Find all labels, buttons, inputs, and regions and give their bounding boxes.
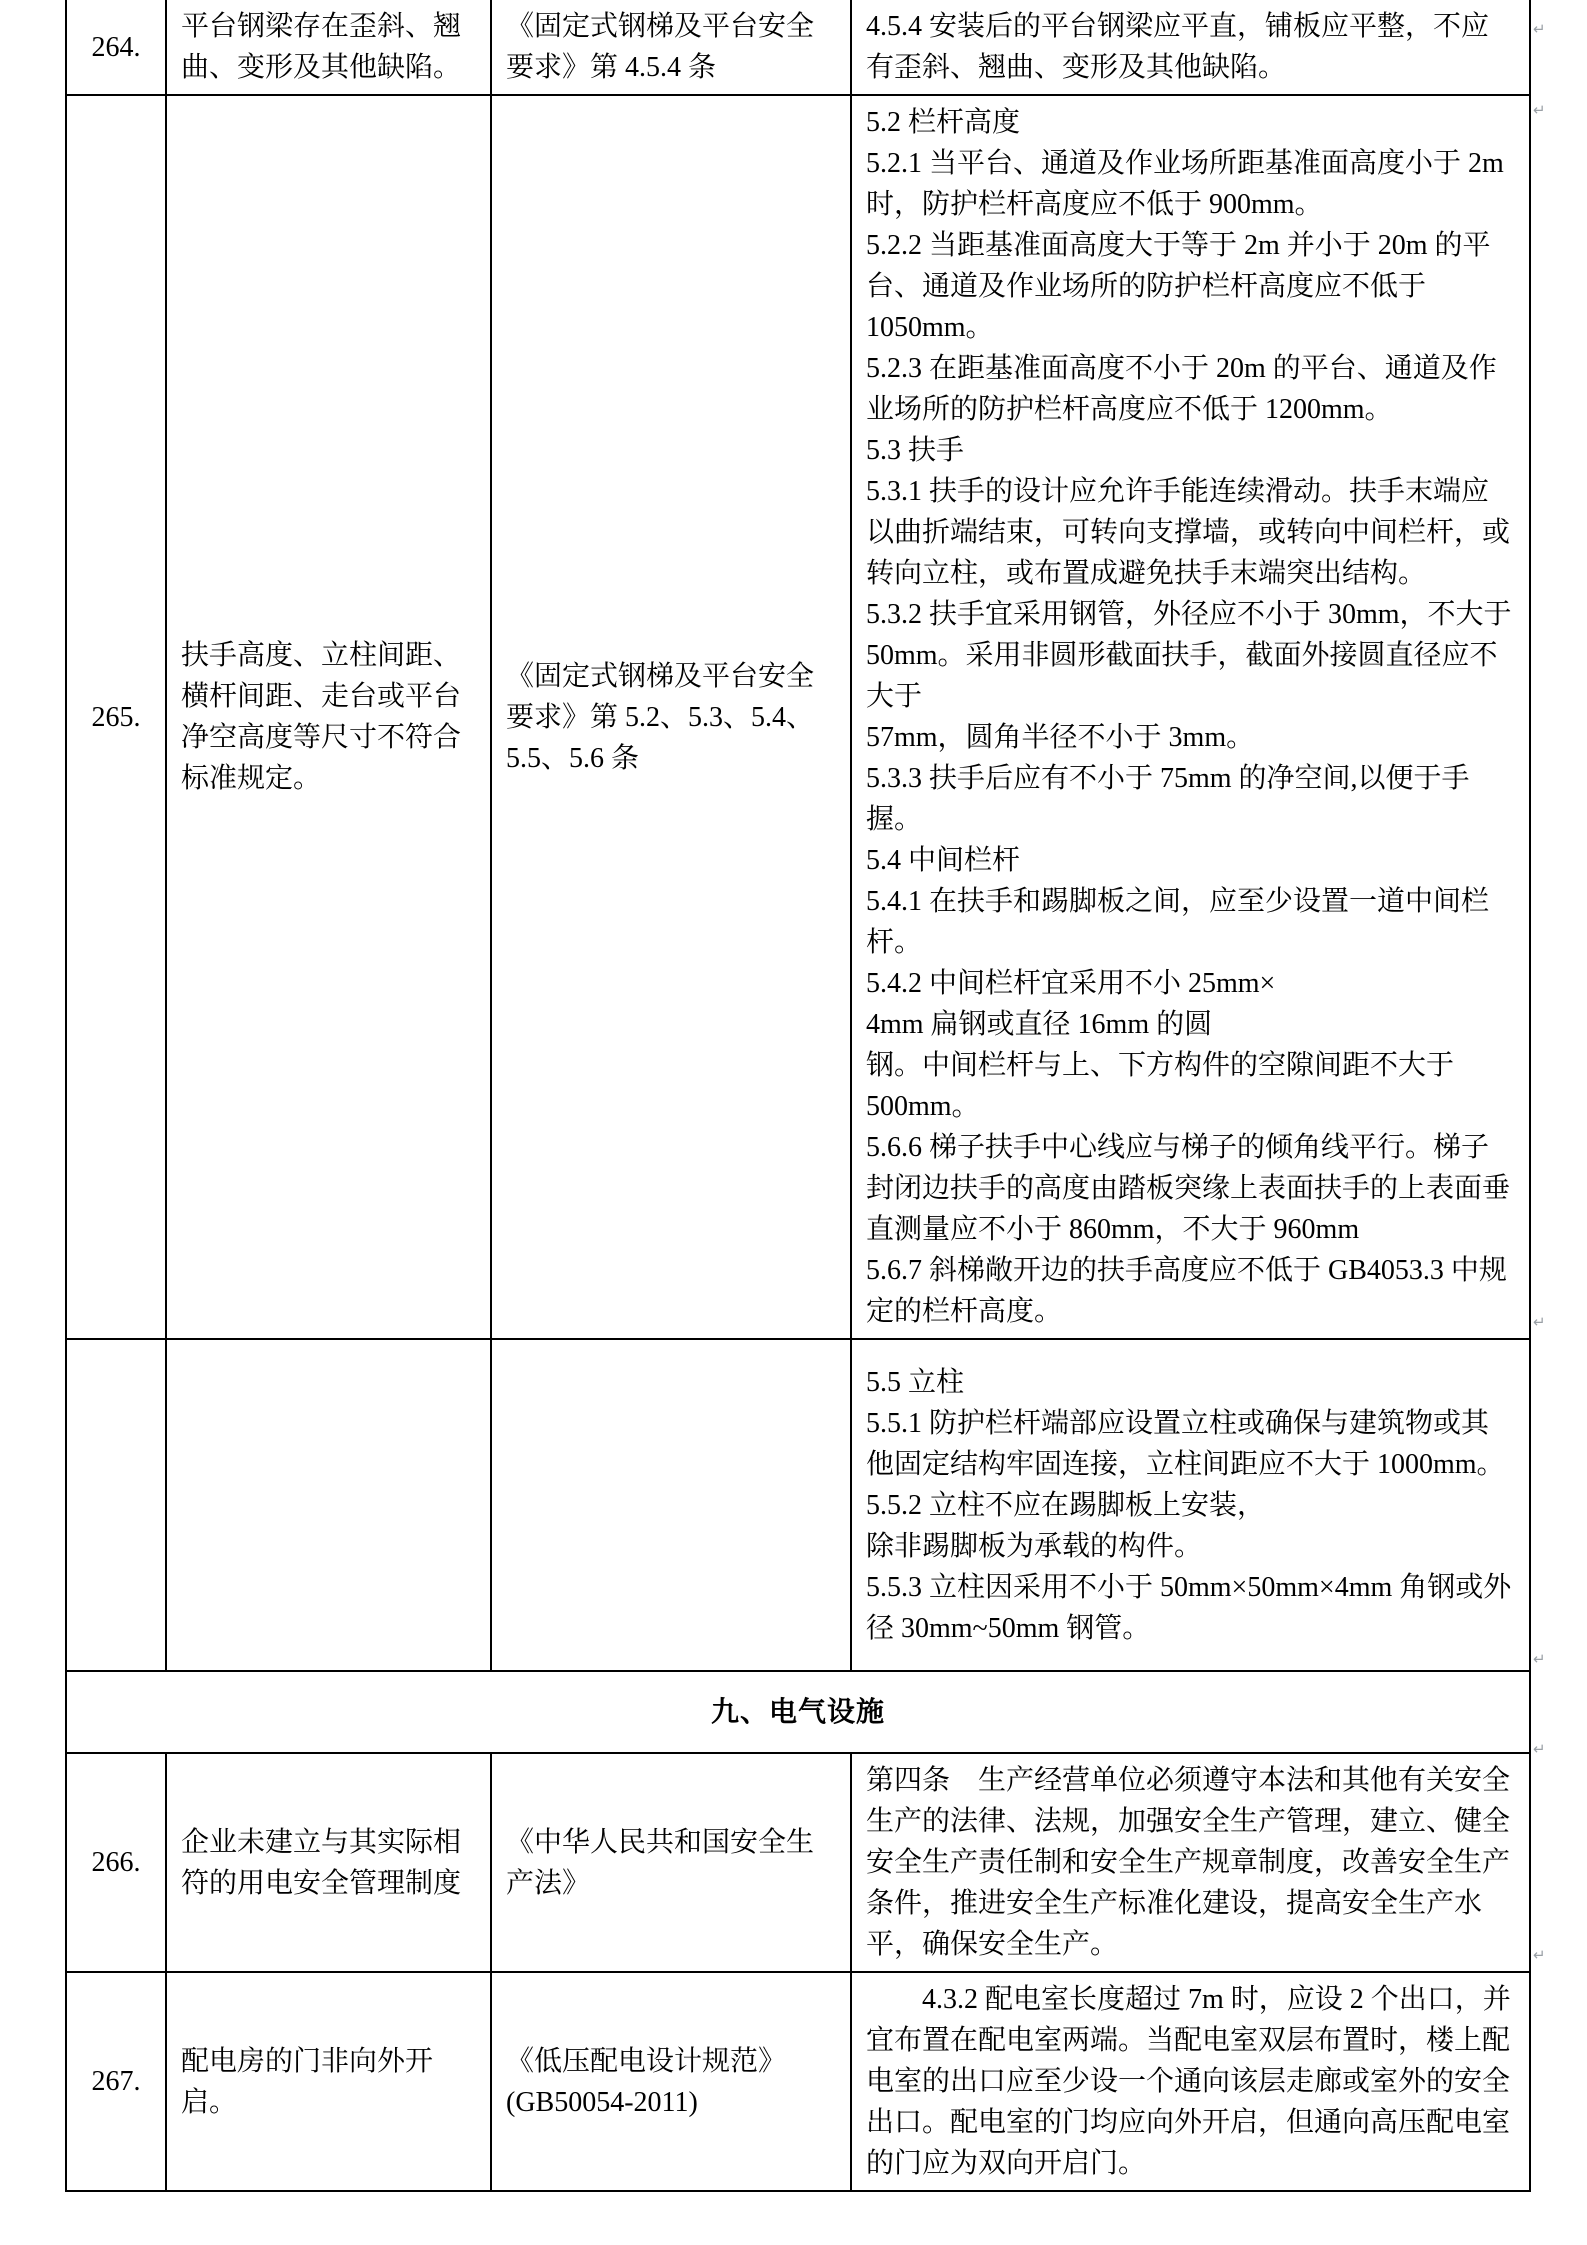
standard-paragraph: 5.4.1 在扶手和踢脚板之间，应至少设置一道中间栏杆。 [866,886,1490,958]
standard-paragraph: 5.2.1 当平台、通道及作业场所距基准面高度小于 2m 时，防护栏杆高度应不低于 900mm。 [866,148,1504,220]
standard-paragraph: 5.3.1 扶手的设计应允许手能连续滑动。扶手末端应以曲折端结束，可转向支撑墙，或转向中间栏杆，或转向立柱，或布置成避免扶手末端突出结构。 [866,476,1511,589]
basis-cell: 《固定式钢梯及平台安全要求》第 5.2、5.3、5.4、5.5、5.6 条 [491,95,851,1339]
standard-paragraph: 5.5.3 立柱因采用不小于 50mm×50mm×4mm 角钢或外径 30mm~50mm 钢管。 [866,1571,1512,1644]
problem-cell: 企业未建立与其实际相符的用电安全管理制度 [166,1753,491,1972]
section-header: 九、电气设施 [66,1671,1530,1753]
problem-cell [166,1339,491,1671]
standard-paragraph: 除非踢脚板为承载的构件。 [866,1530,1203,1562]
table-row [66,1753,1530,1972]
standard-paragraph: 4.5.4 安装后的平台钢梁应平直，铺板应平整，不应有歪斜、翘曲、变形及其他缺陷。 [866,11,1490,83]
standard-paragraph: 5.4 中间栏杆 [866,845,1021,876]
section-header-row [66,1671,1530,1753]
standard-text-cell [851,0,1530,95]
row-number-cell: 265. [66,95,166,1339]
standard-paragraph: 5.3.3 扶手后应有不小于 75mm 的净空间,以便于手握。 [866,763,1470,835]
return-mark-icon: ↵ [1533,1650,1546,1668]
row-number-cell: 267. [66,1972,166,2191]
standard-paragraph: 4.3.2 配电室长度超过 7m 时，应设 2 个出口，并宜布置在配电室两端。当配电室双层布置时，楼上配电室的出口应至少设一个通向该层走廊或室外的安全出口。配电室的门均应向外开启，但通向高压配电室的门应为双向开启门。 [866,1984,1511,2179]
row-number-cell [66,1339,166,1671]
basis-cell: 《低压配电设计规范》(GB50054-2011) [491,1972,851,2191]
standard-paragraph: 5.2.3 在距基准面高度不小于 20m 的平台、通道及作业场所的防护栏杆高度应不低于 1200mm。 [866,353,1497,425]
standard-paragraph: 1050mm。 [866,312,994,343]
table-row [66,1972,1530,2191]
standard-paragraph: 5.6.6 梯子扶手中心线应与梯子的倾角线平行。梯子封闭边扶手的高度由踏板突缘上表面扶手的上表面垂直测量应不小于 860mm，不大于 960mm [866,1132,1511,1245]
standard-paragraph: 5.3.2 扶手宜采用钢管，外径应不小于 30mm，不大于 50mm。采用非圆形截面扶手，截面外接圆直径应不大于 [866,599,1512,712]
row-number-cell: 264. [66,0,166,95]
standard-paragraph: 第四条 生产经营单位必须遵守本法和其他有关安全生产的法律、法规，加强安全生产管理，建立、健全安全生产责任制和安全生产规章制度，改善安全生产条件，推进安全生产标准化建设，提高安全生产水平，确保安全生产。 [866,1765,1511,1960]
problem-cell: 配电房的门非向外开启。 [166,1972,491,2191]
problem-cell: 扶手高度、立柱间距、横杆间距、走台或平台净空高度等尺寸不符合标准规定。 [166,95,491,1339]
return-mark-icon: ↵ [1533,1313,1546,1331]
standard-paragraph: 5.2 栏杆高度 [866,107,1021,138]
return-mark-icon: ↵ [1533,20,1546,38]
standard-text-cell [851,1339,1530,1671]
standard-paragraph: 5.5.2 立柱不应在踢脚板上安装， [866,1489,1266,1521]
return-mark-icon: ↵ [1533,1740,1546,1758]
table-row [66,0,1530,95]
problem-cell: 平台钢梁存在歪斜、翘曲、变形及其他缺陷。 [166,0,491,95]
standard-paragraph: 5.3 扶手 [866,435,965,466]
standard-paragraph: 钢。中间栏杆与上、下方构件的空隙间距不大于 [866,1050,1455,1081]
standard-paragraph: 5.5 立柱 [866,1366,965,1398]
standard-text-cell [851,95,1530,1339]
basis-cell [491,1339,851,1671]
return-mark-icon: ↵ [1533,1946,1546,1964]
standard-paragraph: 5.5.1 防护栏杆端部应设置立柱或确保与建筑物或其他固定结构牢固连接，立柱间距应不大于 1000mm。 [866,1407,1505,1480]
standard-text-cell [851,1972,1530,2191]
standard-paragraph: 5.2.2 当距基准面高度大于等于 2m 并小于 20m 的平台、通道及作业场所的防护栏杆高度应不低于 [866,230,1491,302]
standard-paragraph: 57mm，圆角半径不小于 3mm。 [866,722,1255,753]
basis-cell: 《固定式钢梯及平台安全要求》第 4.5.4 条 [491,0,851,95]
standard-text-cell [851,1753,1530,1972]
table-row [66,95,1530,1339]
standard-paragraph: 5.4.2 中间栏杆宜采用不小 25mm× [866,968,1276,999]
table-row [66,1339,1530,1671]
row-number-cell: 266. [66,1753,166,1972]
basis-cell: 《中华人民共和国安全生产法》 [491,1753,851,1972]
standard-paragraph: 500mm。 [866,1091,980,1122]
standard-paragraph: 5.6.7 斜梯敞开边的扶手高度应不低于 GB4053.3 中规定的栏杆高度。 [866,1255,1507,1327]
standard-paragraph: 4mm 扁钢或直径 16mm 的圆 [866,1009,1213,1040]
return-mark-icon: ↵ [1533,101,1546,119]
inspection-table [65,0,1531,2192]
